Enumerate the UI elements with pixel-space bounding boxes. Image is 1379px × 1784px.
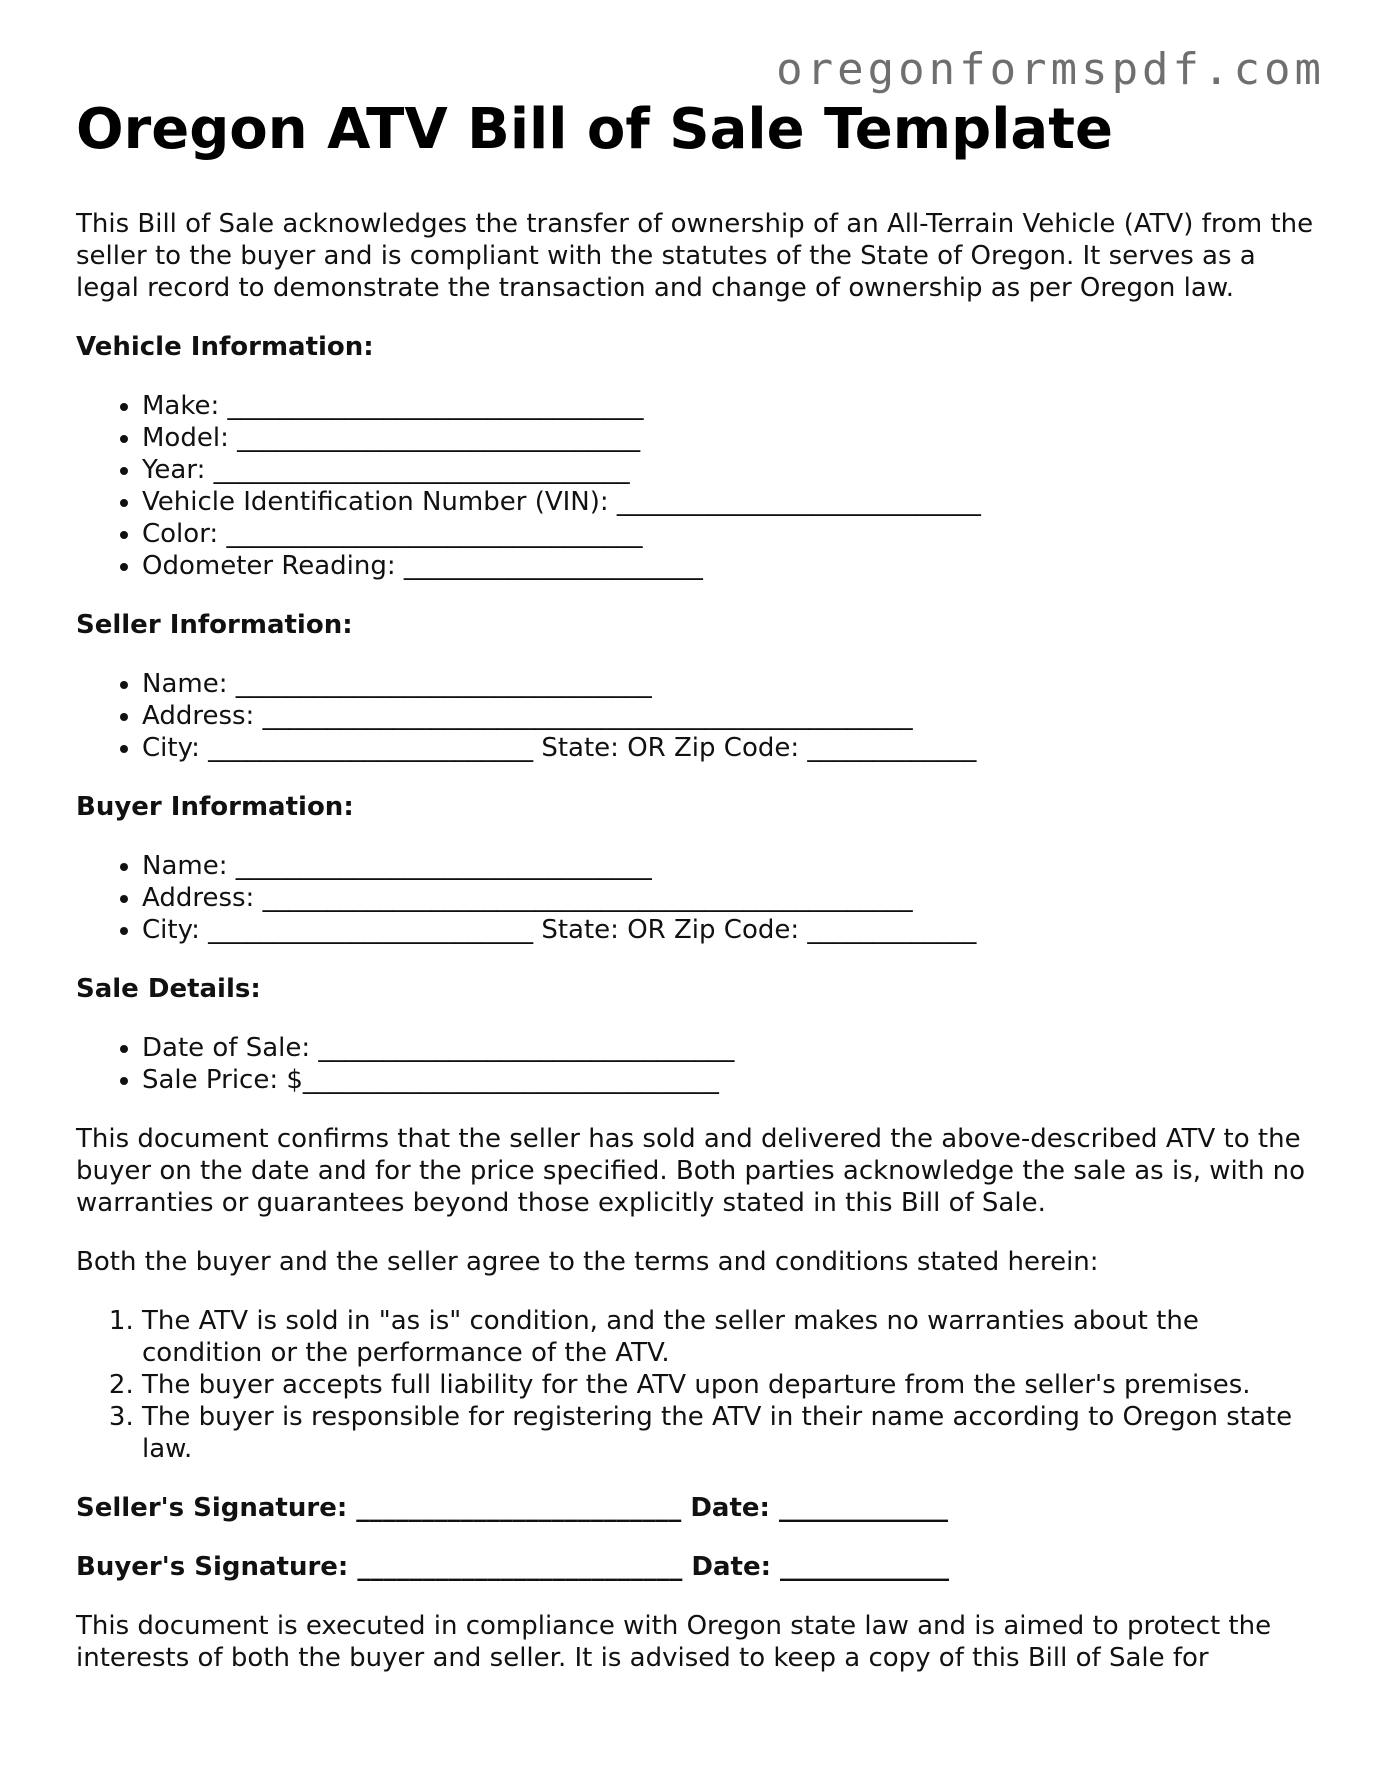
sale-details-list [76, 1032, 1316, 1096]
buyer-info-heading: Buyer Information: [76, 792, 354, 822]
vehicle-info-list [76, 390, 1316, 582]
page-title: Oregon ATV Bill of Sale Template [76, 97, 1113, 162]
buyer-address-field: • Address: __________________________________________________ [142, 882, 1316, 914]
buyer-city-state-zip-field: • City: _________________________ State: OR Zip Code: _____________ [142, 914, 1316, 946]
vehicle-color-field: • Color: ________________________________ [142, 518, 1316, 550]
sale-price-field: • Sale Price: $________________________________ [142, 1064, 1316, 1096]
confirmation-paragraph: This document confirms that the seller has sold and delivered the above-described ATV to the buyer on the date and for the price specified. Both parties acknowledge the sale as is, with no warranties or guarantees beyond those explicitly stated in this Bill of Sale. [76, 1124, 1306, 1218]
intro-paragraph: This Bill of Sale acknowledges the transfer of ownership of an All-Terrain Vehicle (ATV) from the seller to the buyer and is compliant with the statutes of the State of Oregon. It serves as a legal record to demonstrate the transaction and change of ownership as per Oregon law. [76, 209, 1314, 303]
document-body [76, 92, 1316, 1701]
seller-name-field: • Name: ________________________________ [142, 668, 1316, 700]
vehicle-make-field: • Make: ________________________________ [142, 390, 1316, 422]
buyer-name-field: • Name: ________________________________ [142, 850, 1316, 882]
vehicle-model-field: • Model: _______________________________ [142, 422, 1316, 454]
seller-info-heading: Seller Information: [76, 610, 353, 640]
seller-city-state-zip-field: • City: _________________________ State: OR Zip Code: _____________ [142, 732, 1316, 764]
seller-address-field: • Address: __________________________________________________ [142, 700, 1316, 732]
buyer-info-list [76, 850, 1316, 946]
seller-signature-line: Seller's Signature: _________________________ Date: _____________ [76, 1493, 948, 1523]
sale-date-field: • Date of Sale: ________________________________ [142, 1032, 1316, 1064]
watermark: oregonformspdf.com [776, 44, 1325, 95]
buyer-signature-line: Buyer's Signature: _________________________ Date: _____________ [76, 1552, 950, 1582]
term-item: 3. The buyer is responsible for registering the ATV in their name according to Oregon state law. [142, 1401, 1316, 1465]
closing-paragraph: This document is executed in compliance with Oregon state law and is aimed to protect the interests of both the buyer and seller. It is advised to keep a copy of this Bill of Sale for [76, 1611, 1272, 1673]
term-item: 2. The buyer accepts full liability for the ATV upon departure from the seller's premises. [142, 1369, 1316, 1401]
vehicle-odometer-field: • Odometer Reading: _______________________ [142, 550, 1316, 582]
term-item: 1. The ATV is sold in "as is" condition, and the seller makes no warranties about the condition or the performance of the ATV. [142, 1305, 1316, 1369]
terms-list [76, 1305, 1316, 1465]
vehicle-vin-field: • Vehicle Identification Number (VIN): ____________________________ [142, 486, 1316, 518]
vehicle-info-heading: Vehicle Information: [76, 332, 374, 362]
seller-info-list [76, 668, 1316, 764]
agreement-intro: Both the buyer and the seller agree to the terms and conditions stated herein: [76, 1247, 1099, 1277]
vehicle-year-field: • Year: ________________________________ [142, 454, 1316, 486]
sale-details-heading: Sale Details: [76, 974, 261, 1004]
